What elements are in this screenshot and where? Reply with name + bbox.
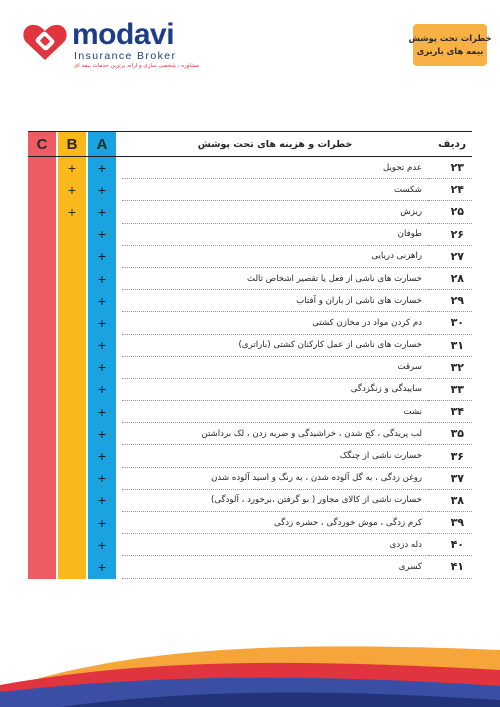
row-number: ۳۷ — [428, 468, 472, 490]
table-row — [28, 290, 472, 312]
row-number: ۲۶ — [428, 224, 472, 246]
cell-b-mark — [58, 312, 86, 334]
cell-b-mark — [58, 423, 86, 445]
row-number: ۲۹ — [428, 290, 472, 312]
footer-waves — [0, 630, 500, 707]
header-description: خطرات و هزینه های تحت پوشش — [197, 138, 353, 150]
cell-b-mark — [58, 357, 86, 379]
cell-a-mark: + — [88, 224, 116, 246]
cell-a-mark: + — [88, 379, 116, 401]
risk-description: نشت — [122, 401, 428, 423]
risk-description: خسارت های ناشی از باران و آفتاب — [122, 290, 428, 312]
cell-c-mark — [28, 534, 56, 556]
cell-c-mark — [28, 312, 56, 334]
row-number: ۳۹ — [428, 512, 472, 534]
cell-b-mark — [58, 379, 86, 401]
cell-c-mark — [28, 423, 56, 445]
table-row — [28, 379, 472, 401]
cell-c-mark — [28, 401, 56, 423]
cell-a-mark: + — [88, 490, 116, 512]
row-number: ۲۸ — [428, 268, 472, 290]
cell-b-mark — [58, 335, 86, 357]
risk-description: دم کردن مواد در مخازن کشتی — [122, 312, 428, 334]
cell-b-mark — [58, 490, 86, 512]
table-body — [28, 157, 472, 579]
cell-a-mark: + — [88, 179, 116, 201]
row-number: ۳۴ — [428, 401, 472, 423]
row-number: ۴۱ — [428, 556, 472, 578]
risk-description: طوفان — [122, 224, 428, 246]
row-number: ۳۸ — [428, 490, 472, 512]
cell-a-mark: + — [88, 423, 116, 445]
table-row — [28, 312, 472, 334]
table-row — [28, 179, 472, 201]
cell-c-mark — [28, 246, 56, 268]
header-c: C — [28, 132, 56, 156]
cell-c-mark — [28, 201, 56, 223]
section-badge — [408, 24, 492, 66]
cell-b-mark — [58, 290, 86, 312]
cell-b-mark — [58, 512, 86, 534]
cell-b-mark — [58, 556, 86, 578]
row-number: ۳۱ — [428, 335, 472, 357]
cell-b-mark: + — [58, 179, 86, 201]
risk-description: راهزنی دریایی — [122, 246, 428, 268]
table-row — [28, 401, 472, 423]
table-row — [28, 423, 472, 445]
cell-c-mark — [28, 445, 56, 467]
cell-c-mark — [28, 357, 56, 379]
cell-a-mark: + — [88, 290, 116, 312]
risk-description: خسارت ناشی از چنگک — [122, 445, 428, 467]
table-row — [28, 268, 472, 290]
table-row — [28, 445, 472, 467]
cell-c-mark — [28, 335, 56, 357]
cell-b-mark — [58, 534, 86, 556]
table-row — [28, 246, 472, 268]
cell-a-mark: + — [88, 401, 116, 423]
badge-line-2: بیمه های باربری — [416, 46, 484, 56]
cell-b-mark — [58, 246, 86, 268]
row-number: ۲۴ — [428, 179, 472, 201]
cell-a-mark: + — [88, 512, 116, 534]
risk-description: خسارت های ناشی از عمل کارکنان کشتی (باراتری) — [122, 335, 428, 357]
table-row — [28, 556, 472, 578]
risk-description: سرقت — [122, 357, 428, 379]
heart-logo-icon — [22, 22, 68, 62]
cell-c-mark — [28, 490, 56, 512]
table-row — [28, 468, 472, 490]
table-row — [28, 335, 472, 357]
cell-a-mark: + — [88, 312, 116, 334]
cell-c-mark — [28, 224, 56, 246]
risk-description: خسارت های ناشی از فعل یا تقصیر اشخاص ثالث — [122, 268, 428, 290]
risk-description: دله دزدی — [122, 534, 428, 556]
row-number: ۳۵ — [428, 423, 472, 445]
header-number: ردیف — [438, 138, 466, 150]
risk-description: خسارت ناشی از کالای مجاور ( بو گرفتن ،برخورد ، آلودگی) — [122, 490, 428, 512]
table-header-row — [28, 131, 472, 157]
cell-a-mark: + — [88, 335, 116, 357]
table-row — [28, 512, 472, 534]
risk-description: روغن زدگی ، به گل آلوده شدن ، به رنگ و اسید آلوده شدن — [122, 468, 428, 490]
cell-a-mark: + — [88, 201, 116, 223]
cell-a-mark: + — [88, 246, 116, 268]
row-number: ۲۳ — [428, 157, 472, 179]
risk-description: ساییدگی و زنگزدگی — [122, 379, 428, 401]
brand-logo — [22, 18, 222, 70]
cell-b-mark — [58, 401, 86, 423]
risk-description: ریزش — [122, 201, 428, 223]
cell-a-mark: + — [88, 556, 116, 578]
cell-a-mark: + — [88, 468, 116, 490]
cell-a-mark: + — [88, 157, 116, 179]
cell-b-mark: + — [58, 201, 86, 223]
table-row — [28, 224, 472, 246]
table-row — [28, 157, 472, 179]
table-row — [28, 201, 472, 223]
cell-b-mark — [58, 468, 86, 490]
row-number: ۳۲ — [428, 357, 472, 379]
table-row — [28, 534, 472, 556]
risk-description: عدم تحویل — [122, 157, 428, 179]
cell-c-mark — [28, 268, 56, 290]
row-number: ۴۰ — [428, 534, 472, 556]
cell-a-mark: + — [88, 268, 116, 290]
table-row — [28, 490, 472, 512]
risk-description: کسری — [122, 556, 428, 578]
cell-a-mark: + — [88, 445, 116, 467]
coverage-table — [28, 131, 472, 579]
row-number: ۲۵ — [428, 201, 472, 223]
cell-c-mark — [28, 468, 56, 490]
row-number: ۳۶ — [428, 445, 472, 467]
cell-c-mark — [28, 290, 56, 312]
brand-tagline: مشاوره ، شخصی سازی و ارائه برترین خدمات بیمه ای — [74, 63, 199, 69]
cell-c-mark — [28, 379, 56, 401]
risk-description: شکست — [122, 179, 428, 201]
badge-line-1: خطرات تحت پوشش — [408, 33, 492, 43]
brand-subtitle: Insurance Broker — [74, 50, 177, 62]
risk-description: لب پریدگی ، کج شدن ، خراشیدگی و ضربه زدن ، لک برداشتن — [122, 423, 428, 445]
cell-b-mark — [58, 445, 86, 467]
cell-b-mark: + — [58, 157, 86, 179]
cell-a-mark: + — [88, 357, 116, 379]
row-number: ۳۰ — [428, 312, 472, 334]
cell-a-mark: + — [88, 534, 116, 556]
cell-c-mark — [28, 512, 56, 534]
cell-c-mark — [28, 556, 56, 578]
cell-b-mark — [58, 224, 86, 246]
risk-description: کرم زدگی ، موش خوردگی ، حشره زدگی — [122, 512, 428, 534]
header-a: A — [88, 132, 116, 156]
table-row — [28, 357, 472, 379]
brand-name: modavi — [72, 18, 175, 51]
row-number: ۳۳ — [428, 379, 472, 401]
cell-c-mark — [28, 157, 56, 179]
cell-b-mark — [58, 268, 86, 290]
header-b: B — [58, 132, 86, 156]
cell-c-mark — [28, 179, 56, 201]
row-number: ۲۷ — [428, 246, 472, 268]
